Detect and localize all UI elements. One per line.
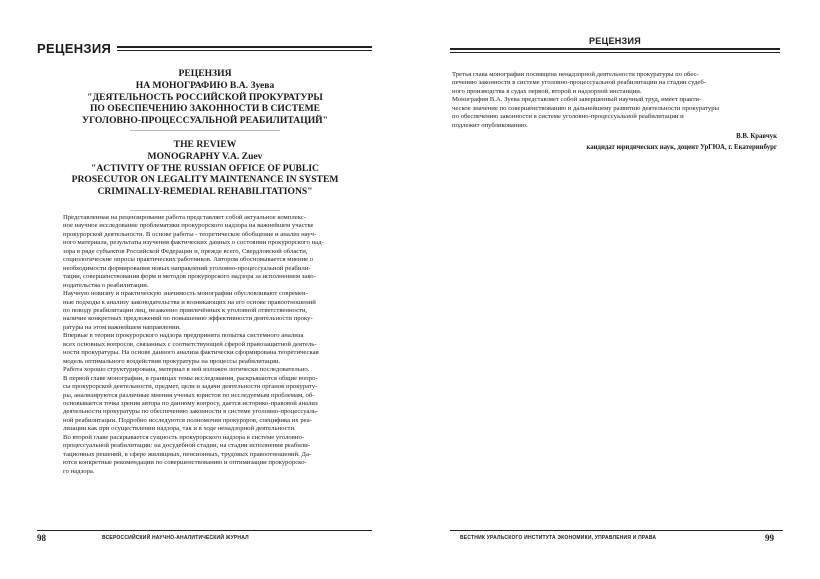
page-number: 98: [37, 533, 46, 543]
text-line: процессуальной реабилитации: на досудебной стадии, на стадии исполнения реабили-: [63, 442, 310, 450]
journal-name: ВЕСТНИК УРАЛЬСКОГО ИНСТИТУТА ЭКОНОМИКИ, УПРАВЛЕНИЯ И ПРАВА: [460, 535, 657, 541]
text-line: зора в ряде субъектов Российской Федерации и, прежде всего, Свердловской области,: [63, 247, 308, 255]
text-line: ются конкретные рекомендации по совершенствованию и оптимизации прокурорско-: [63, 459, 307, 467]
text-line: деятельности прокуратуры по обеспечению законности в системе уголовно-процессуаль-: [63, 408, 319, 416]
reviewer-position: кандидат юридических наук, доцент УрГЮА, г. Екатеринбург: [586, 144, 777, 151]
text-line: Работа хорошо структурирована, материал в ней изложен логически последовательно.: [63, 366, 310, 374]
text-line: Во второй главе раскрывается сущность прокурорского надзора в системе уголовно-: [63, 433, 305, 441]
text-line: подлежит опубликованию.: [452, 121, 528, 129]
header-rule-thick: [117, 46, 372, 48]
text-line: модель оптимального воздействия прокуратуры на процессы реабилитации.: [63, 357, 281, 365]
title-separator: [130, 130, 280, 131]
journal-name: ВСЕРОССИЙСКИЙ НАУЧНО-АНАЛИТИЧЕСКИЙ ЖУРНАЛ: [102, 535, 249, 541]
russian-title: [40, 68, 370, 127]
title-line: УГОЛОВНО-ПРОЦЕССУАЛЬНОЙ РЕАБИЛИТАЦИЙ": [82, 115, 328, 127]
right-page: [410, 0, 820, 579]
header-rule-thick: [450, 48, 780, 50]
text-line: нодательства о реабилитации.: [63, 281, 149, 289]
text-line: тационных решений, в сфере жилищных, пенсионных, трудовых правоотношений. Да-: [63, 450, 312, 458]
text-line: Впервые в теории прокурорского надзора предпринята попытка системного анализа: [63, 332, 304, 340]
text-line: социологические опросы практических работников. Автором обосновывается мнение о: [63, 256, 314, 264]
title-line: CRIMINALLY-REMEDIAL REHABILITATIONS": [97, 186, 313, 198]
text-line: Представленная на рецензирование работа представляет собой актуальное комплекс-: [63, 214, 306, 221]
page-number: 99: [765, 533, 774, 543]
title-line: PROSECUTOR ON LEGALITY MAINTENANCE IN SYSTEM: [71, 174, 339, 186]
text-line: всех основных вопросов, связанных с соответствующей сферой правозащитной деятель-: [63, 340, 317, 348]
text-line: В первой главе монографии, в границах темы исследования, раскрываются общие вопро-: [63, 374, 318, 382]
right-running-header: РЕЦЕНЗИЯ: [588, 36, 642, 46]
text-line: по обеспечению законности в системе уголовно-процессуальной реабилитации и: [452, 113, 684, 121]
text-line: необходимости формирования новых направлений уголовно-процессуальной реабили-: [63, 264, 311, 272]
title-line: MONOGRAPHY V.A. Zuev: [147, 150, 263, 162]
text-line: сы прокурорской деятельности, предмет, цели и задачи деятельности органов прокурату-: [63, 383, 318, 391]
text-line: печению законности в системе уголовно-процессуальной реабилитации на стадии судеб-: [452, 79, 706, 87]
english-title: [40, 139, 370, 198]
reviewer-name: В.В. Кравчук: [736, 133, 777, 140]
title-line: ПО ОБЕСПЕЧЕНИЮ ЗАКОННОСТИ В СИСТЕМЕ: [89, 103, 321, 115]
text-line: ного материала, результаты изучения фактических данных о состоянии прокурорского над-: [63, 239, 324, 247]
title-line: "ДЕЯТЕЛЬНОСТЬ РОССИЙСКОЙ ПРОКУРАТУРЫ: [87, 91, 323, 103]
text-line: Научную новизну и практическую значимость монографии обусловливают современ-: [63, 290, 308, 298]
left-body-text: [63, 214, 381, 476]
text-line: ности прокуратуры. На основе данного анализа фактически сформирована теоретическая: [63, 349, 319, 357]
title-separator: [130, 210, 280, 211]
text-line: Третья глава монографии посвящена ненадзорной деятельности прокуратуры по обес-: [452, 71, 699, 78]
text-line: основывается точка зрения автора по данному вопросу, дается историко-правовой анализ: [63, 399, 318, 407]
text-line: ческое значение по совершенствованию и дальнейшему развитию деятельности прокуратуры: [452, 104, 720, 112]
text-line: Монография В.А. Зуева представляет собой завершенный научный труд, имеет практи-: [452, 96, 702, 104]
text-line: по поводу реабилитации лиц, незаконно привлечённых к уголовной ответственности,: [63, 306, 308, 314]
text-line: ной реабилитации. Подробно исследуются полномочия прокуроров, специфика их реа-: [63, 416, 312, 424]
text-line: лизации как при осуществлении надзора, так и в ходе ненадзорной деятельности.: [63, 425, 296, 433]
text-line: ратуры на этом важнейшем направлении.: [63, 323, 181, 331]
footer-rule: [37, 530, 372, 531]
header-rule-thin: [450, 52, 780, 53]
text-line: наличие конкретных предложений по повышению эффективности деятельности проку-: [63, 315, 313, 323]
right-body-text: [452, 71, 782, 130]
text-line: ные подходы к анализу законодательства и возникающих на его основе правоотношений: [63, 298, 316, 306]
title-line: РЕЦЕНЗИЯ: [178, 68, 232, 79]
text-line: прокурорской деятельности. В основе работы - теоретическое обобщение и анализ науч-: [63, 230, 317, 238]
text-line: ное научное исследование проблематики прокурорского надзора на важнейшем участке: [63, 222, 314, 230]
header-rule-thin: [117, 50, 372, 51]
text-line: го надзора.: [63, 467, 95, 475]
title-line: НА МОНОГРАФИЮ В.А. Зуева: [135, 79, 275, 91]
text-line: тации, совершенствования форм и методов прокурорского надзора за исполнением зако-: [63, 273, 316, 281]
text-line: ного производства в судах первой, второй и надзорной инстанции.: [452, 87, 642, 95]
title-line: "ACTIVITY OF THE RUSSIAN OFFICE OF PUBLIC: [91, 162, 319, 174]
footer-rule: [450, 530, 783, 531]
text-line: ры, анализируются различные мнения ученых юристов по исследуемым проблемам, об-: [63, 391, 315, 399]
left-running-header: РЕЦЕНЗИЯ: [37, 41, 112, 56]
title-line: THE REVIEW: [173, 139, 237, 150]
